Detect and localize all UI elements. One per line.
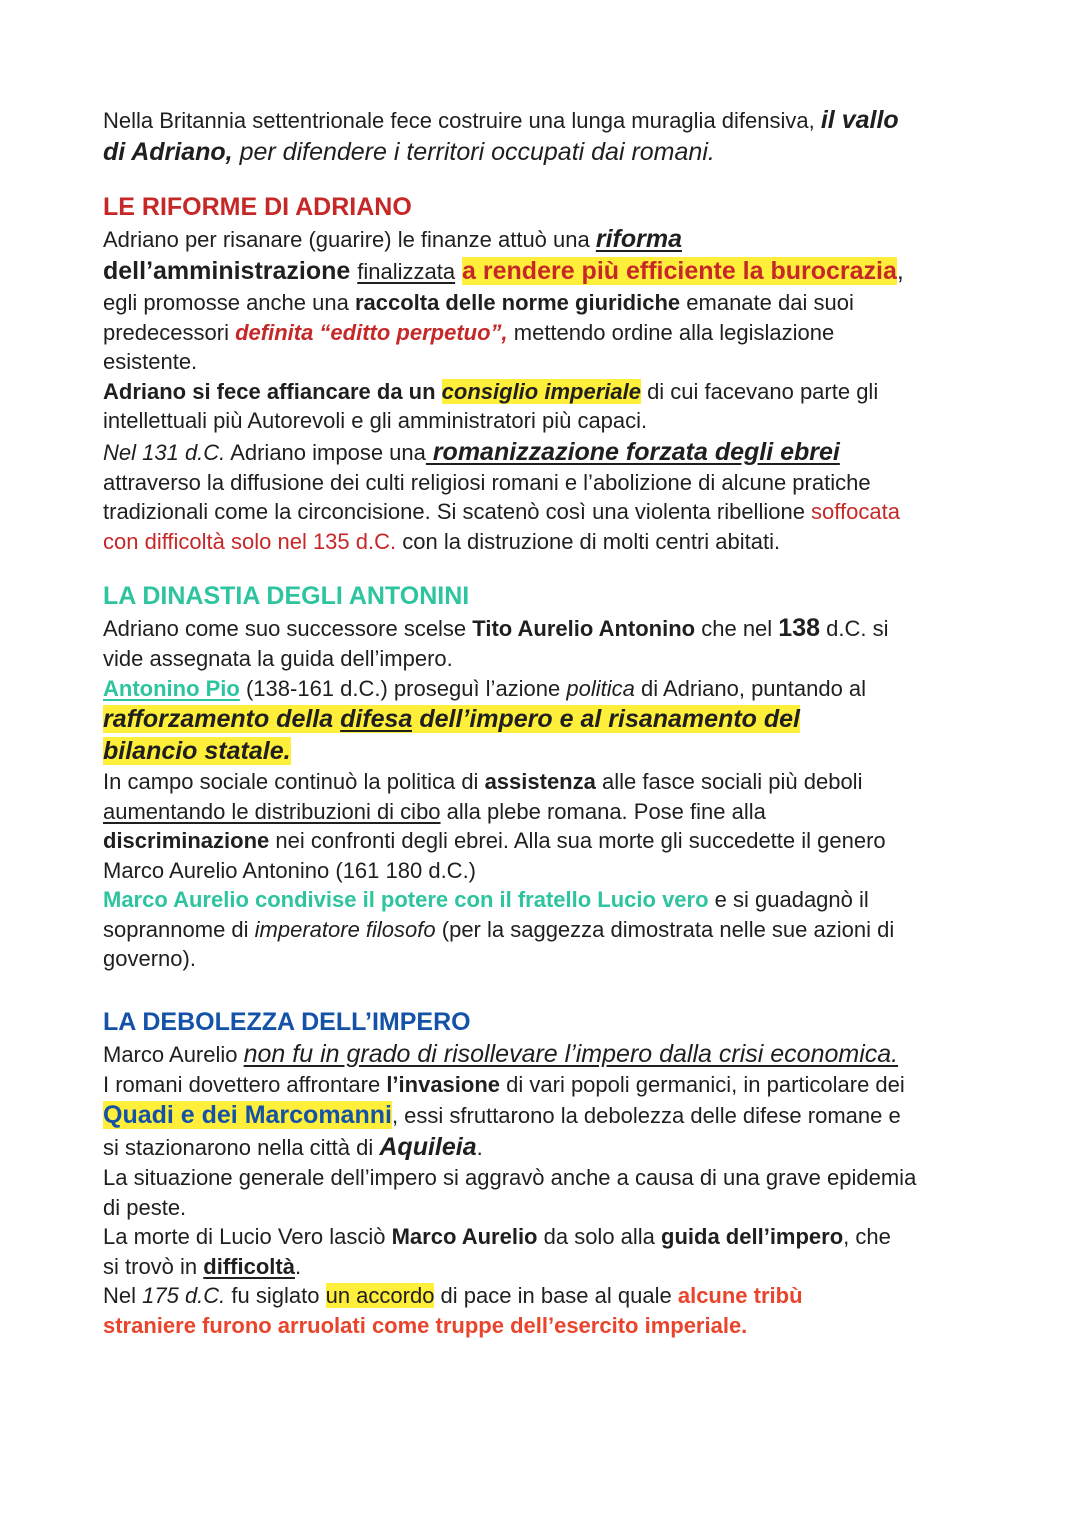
riforme-line-10: tradizionali come la circoncisione. Si scatenò così una violenta ribellione soffocata xyxy=(103,499,900,524)
intro-line-2: di Adriano, per difendere i territori occupati dai romani. xyxy=(103,138,715,166)
debolezza-line-5: La situazione generale dell’impero si aggravò anche a causa di una grave epidemia xyxy=(103,1165,917,1190)
antonini-line-2: vide assegnata la guida dell’impero. xyxy=(103,646,453,671)
debolezza-line-10: straniere furono arruolati come truppe dell’esercito imperiale. xyxy=(103,1312,748,1338)
debolezza-line-1: Marco Aurelio non fu in grado di risollevare l’impero dalla crisi economica. xyxy=(103,1039,899,1068)
riforme-line-6: Adriano si fece affiancare da un consiglio imperiale di cui facevano parte gli xyxy=(103,378,879,404)
heading-riforme: LE RIFORME DI ADRIANO xyxy=(103,193,412,221)
heading-debolezza: LA DEBOLEZZA DELL’IMPERO xyxy=(103,1007,471,1036)
riforme-line-2: dell’amministrazione finalizzata a rendere più efficiente la burocrazia, xyxy=(103,257,904,285)
riforme-line-8: Nel 131 d.C. Adriano impose una romanizzazione forzata degli ebrei xyxy=(103,437,840,466)
antonini-line-8: discriminazione nei confronti degli ebrei. Alla sua morte gli succedette il genero xyxy=(103,828,886,853)
antonini-line-6: In campo sociale continuò la politica di assistenza alle fasce sociali più deboli xyxy=(103,769,863,794)
heading-antonini: LA DINASTIA DEGLI ANTONINI xyxy=(103,582,470,610)
intro-line-1: Nella Britannia settentrionale fece costruire una lunga muraglia difensiva, il vallo xyxy=(103,106,899,134)
antonini-line-1: Adriano come suo successore scelse Tito Aurelio Antonino che nel 138 d.C. si xyxy=(103,614,889,642)
debolezza-line-6: di peste. xyxy=(103,1194,187,1220)
debolezza-line-7: La morte di Lucio Vero lasciò Marco Aurelio da solo alla guida dell’impero, che xyxy=(103,1224,891,1249)
riforme-line-3: egli promosse anche una raccolta delle norme giuridiche emanate dai suoi xyxy=(103,290,854,315)
riforme-line-7: intellettuali più Autorevoli e gli amministratori più capaci. xyxy=(103,408,648,433)
riforme-line-11: con difficoltà solo nel 135 d.C. con la distruzione di molti centri abitati. xyxy=(103,528,781,554)
debolezza-line-4: si stazionarono nella città di Aquileia. xyxy=(103,1133,483,1161)
debolezza-line-3: Quadi e dei Marcomanni, essi sfruttarono la debolezza delle difese romane e xyxy=(103,1101,901,1129)
antonini-line-3: Antonino Pio (138-161 d.C.) proseguì l’azione politica di Adriano, puntando al xyxy=(103,675,867,701)
document-page xyxy=(103,104,983,1340)
riforme-line-9: attraverso la diffusione dei culti religiosi romani e l’abolizione di alcune pratiche xyxy=(103,469,871,495)
antonini-line-9: Marco Aurelio Antonino (161 180 d.C.) xyxy=(103,857,477,883)
antonini-line-7: aumentando le distribuzioni di cibo alla plebe romana. Pose fine alla xyxy=(103,798,766,824)
antonini-line-5: bilancio statale. xyxy=(103,737,291,765)
riforme-line-1: Adriano per risanare (guarire) le finanze attuò una riforma xyxy=(103,225,682,253)
riforme-line-5: esistente. xyxy=(103,349,198,374)
antonini-line-10: Marco Aurelio condivise il potere con il fratello Lucio vero e si guadagnò il xyxy=(103,887,869,912)
antonini-line-12: governo). xyxy=(103,946,196,971)
debolezza-line-8: si trovò in difficoltà. xyxy=(103,1253,302,1279)
debolezza-line-9: Nel 175 d.C. fu siglato un accordo di pace in base al quale alcune tribù xyxy=(103,1283,803,1308)
antonini-line-4: rafforzamento della difesa dell’impero e al risanamento del xyxy=(103,705,800,733)
riforme-line-4: predecessori definita “editto perpetuo”, mettendo ordine alla legislazione xyxy=(103,319,835,345)
antonini-line-11: soprannome di imperatore filosofo (per la saggezza dimostrata nelle sue azioni di xyxy=(103,916,895,942)
debolezza-line-2: I romani dovettero affrontare l’invasione di vari popoli germanici, in particolare dei xyxy=(103,1071,905,1097)
